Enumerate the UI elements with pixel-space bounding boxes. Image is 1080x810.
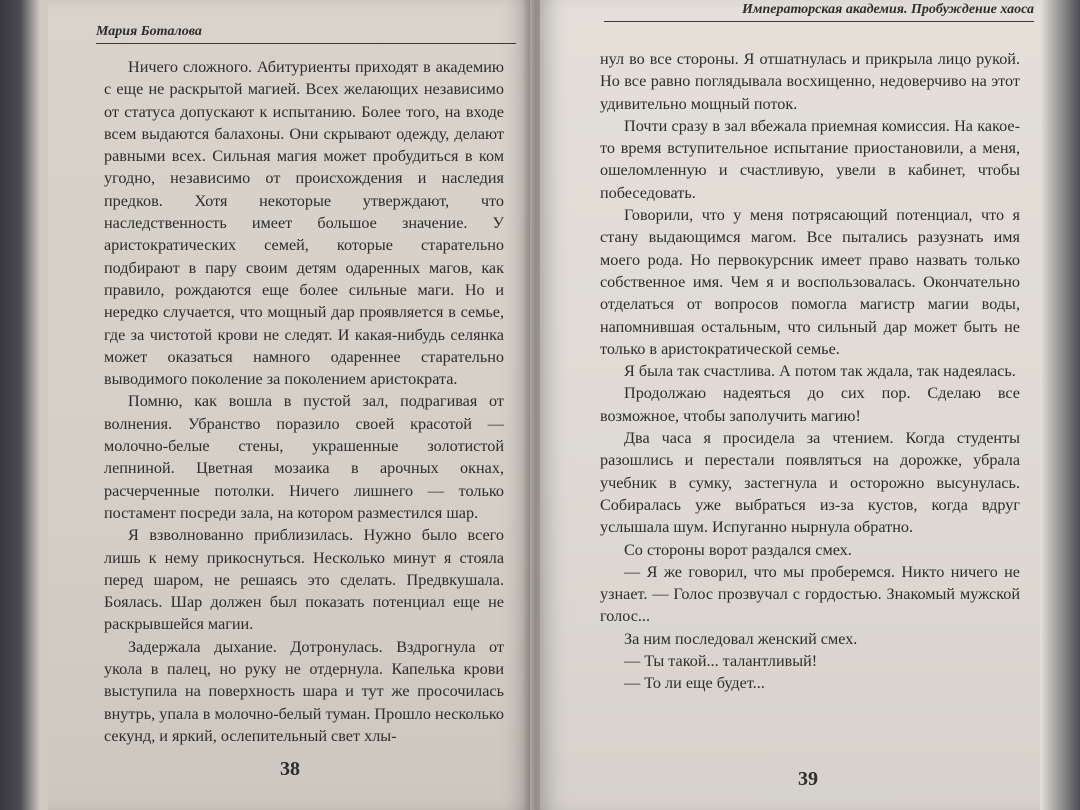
left-page-header: Мария Боталова: [96, 24, 516, 44]
right-paragraph-7: — Я же говорил, что мы проберемся. Никто ничего не узнает. — Голос прозвучал с гордостью. Знакомый мужской голос...: [600, 562, 1020, 626]
left-page-text: [104, 56, 504, 747]
right-page-text: [600, 48, 1020, 695]
left-paragraph-1: Ничего сложного. Абитуриенты приходят в академию с еще не раскрытой магией. Всех желающих независимо от статуса допускают к испытанию. Более того, на входе всем выдаются балахоны. Они скрывают одежду, делают равными всех. Сильная магия может пробудиться в ком угодно, независимо от происхождения и наследия предков. Хотя некоторые утверждают, что наследственность имеет большое значение. У аристократических семей, которые старательно подбирают в пару своим детям одаренных магов, как правило, рождаются еще более сильные маги. Но и нередко случается, что мощный дар проявляется в семье, где за чистотой крови не следят. И какая-нибудь селянка может оказаться намного одареннее старательно выводимого поколение за поколением аристократа.: [104, 58, 504, 389]
right-page-header: Императорская академия. Пробуждение хаоса: [604, 2, 1034, 22]
left-page-number: 38: [280, 758, 300, 780]
right-paragraph-3: Я была так счастлива. А потом так ждала, так надеялась.: [624, 362, 1016, 381]
right-page: [540, 0, 1040, 810]
right-paragraph-5: Два часа я просидела за чтением. Когда студенты разошлись и перестали появляться на дорожке, убрала учебник в сумку, застегнула и осторожно высунулась. Собиралась уже выбраться из-за кустов, когда вдруг услышала шум. Испуганно нырнула обратно.: [600, 429, 1020, 537]
right-continuation: нул во все стороны. Я отшатнулась и прикрыла лицо рукой. Но все равно поглядывала восхищенно, недоверчиво на этот удивительно мощный поток.: [600, 50, 1020, 113]
left-paragraph-2: Помню, как вошла в пустой зал, подрагивая от волнения. Убранство поразило своей красотой — молочно-белые стены, украшенные золотистой лепниной. Цветная мозаика в арочных окнах, расчерченные потолки. Ничего лишнего — только постамент посреди зала, на котором разместился шар.: [104, 392, 504, 522]
right-paragraph-9: — Ты такой... талантливый!: [624, 652, 818, 671]
right-paragraph-8: За ним последовал женский смех.: [624, 629, 858, 648]
left-paragraph-4: Задержала дыхание. Дотронулась. Вздрогнула от укола в палец, но руку не отдернула. Капелька крови выступила на поверхность шара и тут же просочилась внутрь, упала в молочно-белый туман. Прошло несколько секунд, и яркий, ослепительный свет хлы-: [104, 637, 504, 745]
right-paragraph-4: Продолжаю надеяться до сих пор. Сделаю все возможное, чтобы заполучить магию!: [600, 384, 1020, 425]
left-paragraph-3: Я взволнованно приблизилась. Нужно было всего лишь к нему прикоснуться. Несколько минут я стояла перед шаром, не решаясь это сделать. Предвкушала. Боялась. Шар должен был показать потенциал еще не раскрывшейся магии.: [104, 526, 504, 634]
right-page-number: 39: [798, 768, 818, 790]
right-paragraph-6: Со стороны ворот раздался смех.: [624, 540, 852, 559]
right-paragraph-10: — То ли еще будет...: [624, 674, 765, 693]
left-page: [48, 0, 530, 810]
right-paragraph-1: Почти сразу в зал вбежала приемная комиссия. На какое-то время вступительное испытание приостановили, а меня, ошеломленную и счастливую, увели в кабинет, чтобы побеседовать.: [600, 116, 1020, 202]
right-paragraph-2: Говорили, что у меня потрясающий потенциал, что я стану выдающимся магом. Все пытались разузнать имя моего рода. Но первокурсник имеет право назвать только собственное имя. Чем я и воспользовалась. Окончательно отделаться от вопросов помогла магистр магии воды, напомнившая остальным, что сильный дар может быть не только в аристократической семье.: [600, 206, 1020, 358]
